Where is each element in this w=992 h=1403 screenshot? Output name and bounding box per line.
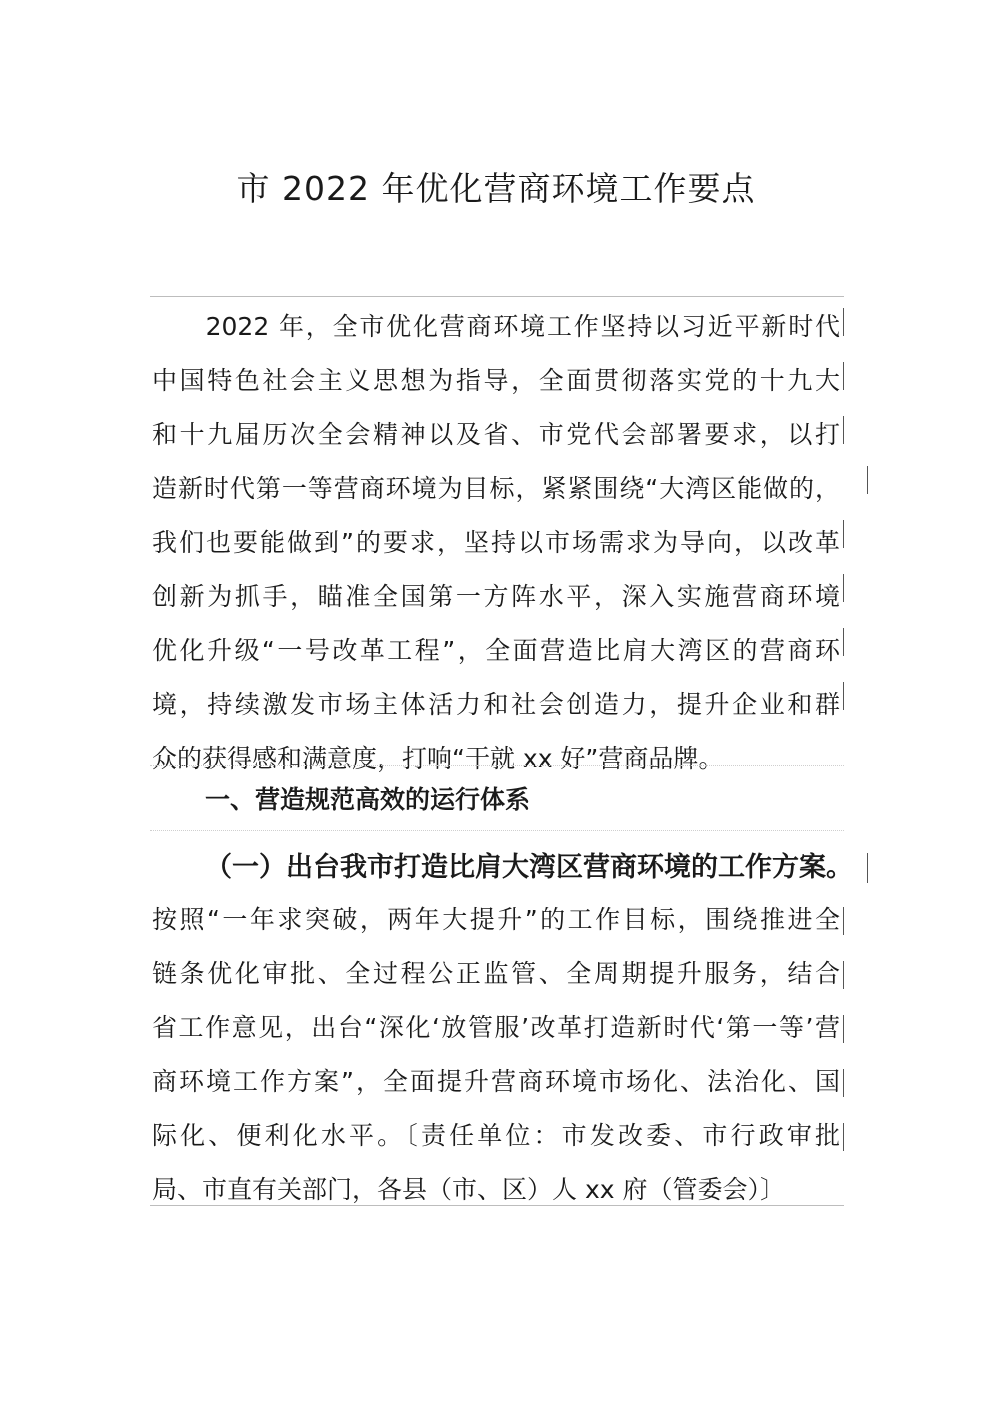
subsection-paragraph	[152, 893, 840, 1217]
section-heading: 一、营造规范高效的运行体系	[205, 785, 531, 814]
intro-line: 中国特色社会主义思想为指导，全面贯彻落实党的十九大	[152, 366, 840, 395]
intro-line: 2022 年，全市优化营商环境工作坚持以习近平新时代	[152, 312, 840, 341]
margin-mark	[843, 628, 844, 656]
subsection-heading: （一）出台我市打造比肩大湾区营商环境的工作方案。	[205, 852, 853, 883]
bottom-divider	[150, 1205, 844, 1206]
intro-line: 优化升级“一号改革工程”，全面营造比肩大湾区的营商环	[152, 636, 840, 665]
subsection-line: 按照“一年求突破，两年大提升”的工作目标，围绕推进全	[152, 905, 840, 934]
margin-mark	[867, 466, 868, 494]
subsection-line: 际化、便利化水平。〔责任单位：市发改委、市行政审批	[152, 1121, 840, 1150]
subsection-line: 局、市直有关部门，各县（市、区）人 xx 府（管委会）〕	[152, 1175, 785, 1204]
margin-mark	[843, 416, 844, 444]
intro-line: 造新时代第一等营商环境为目标，紧紧围绕“大湾区能做的，	[152, 474, 840, 503]
margin-mark	[843, 520, 844, 548]
intro-line: 和十九届历次全会精神以及省、市党代会部署要求，以打	[152, 420, 840, 449]
section-divider	[150, 830, 844, 831]
margin-mark	[843, 1069, 844, 1097]
margin-mark	[843, 961, 844, 989]
subsection-line: 省工作意见，出台“深化‘放管服’改革打造新时代‘第一等’营	[152, 1013, 840, 1042]
margin-mark	[843, 907, 844, 935]
margin-mark	[843, 308, 844, 336]
margin-mark	[867, 853, 868, 883]
top-divider	[150, 296, 844, 297]
intro-line: 我们也要能做到”的要求，坚持以市场需求为导向，以改革	[152, 528, 840, 557]
margin-mark	[843, 1123, 844, 1151]
margin-mark	[843, 574, 844, 602]
subsection-line: 链条优化审批、全过程公正监管、全周期提升服务，结合	[152, 959, 840, 988]
document-title: 市 2022 年优化营商环境工作要点	[236, 169, 756, 208]
subsection-line: 商环境工作方案”，全面提升营商环境市场化、法治化、国	[152, 1067, 840, 1096]
margin-mark	[843, 682, 844, 710]
margin-mark	[843, 362, 844, 390]
margin-mark	[843, 1015, 844, 1043]
intro-line: 境，持续激发市场主体活力和社会创造力，提升企业和群	[152, 690, 840, 719]
intro-line: 创新为抓手，瞄准全国第一方阵水平，深入实施营商环境	[152, 582, 840, 611]
intro-divider	[150, 765, 844, 766]
intro-line: 众的获得感和满意度，打响“干就 xx 好”营商品牌。	[152, 744, 724, 773]
intro-paragraph	[152, 300, 840, 786]
